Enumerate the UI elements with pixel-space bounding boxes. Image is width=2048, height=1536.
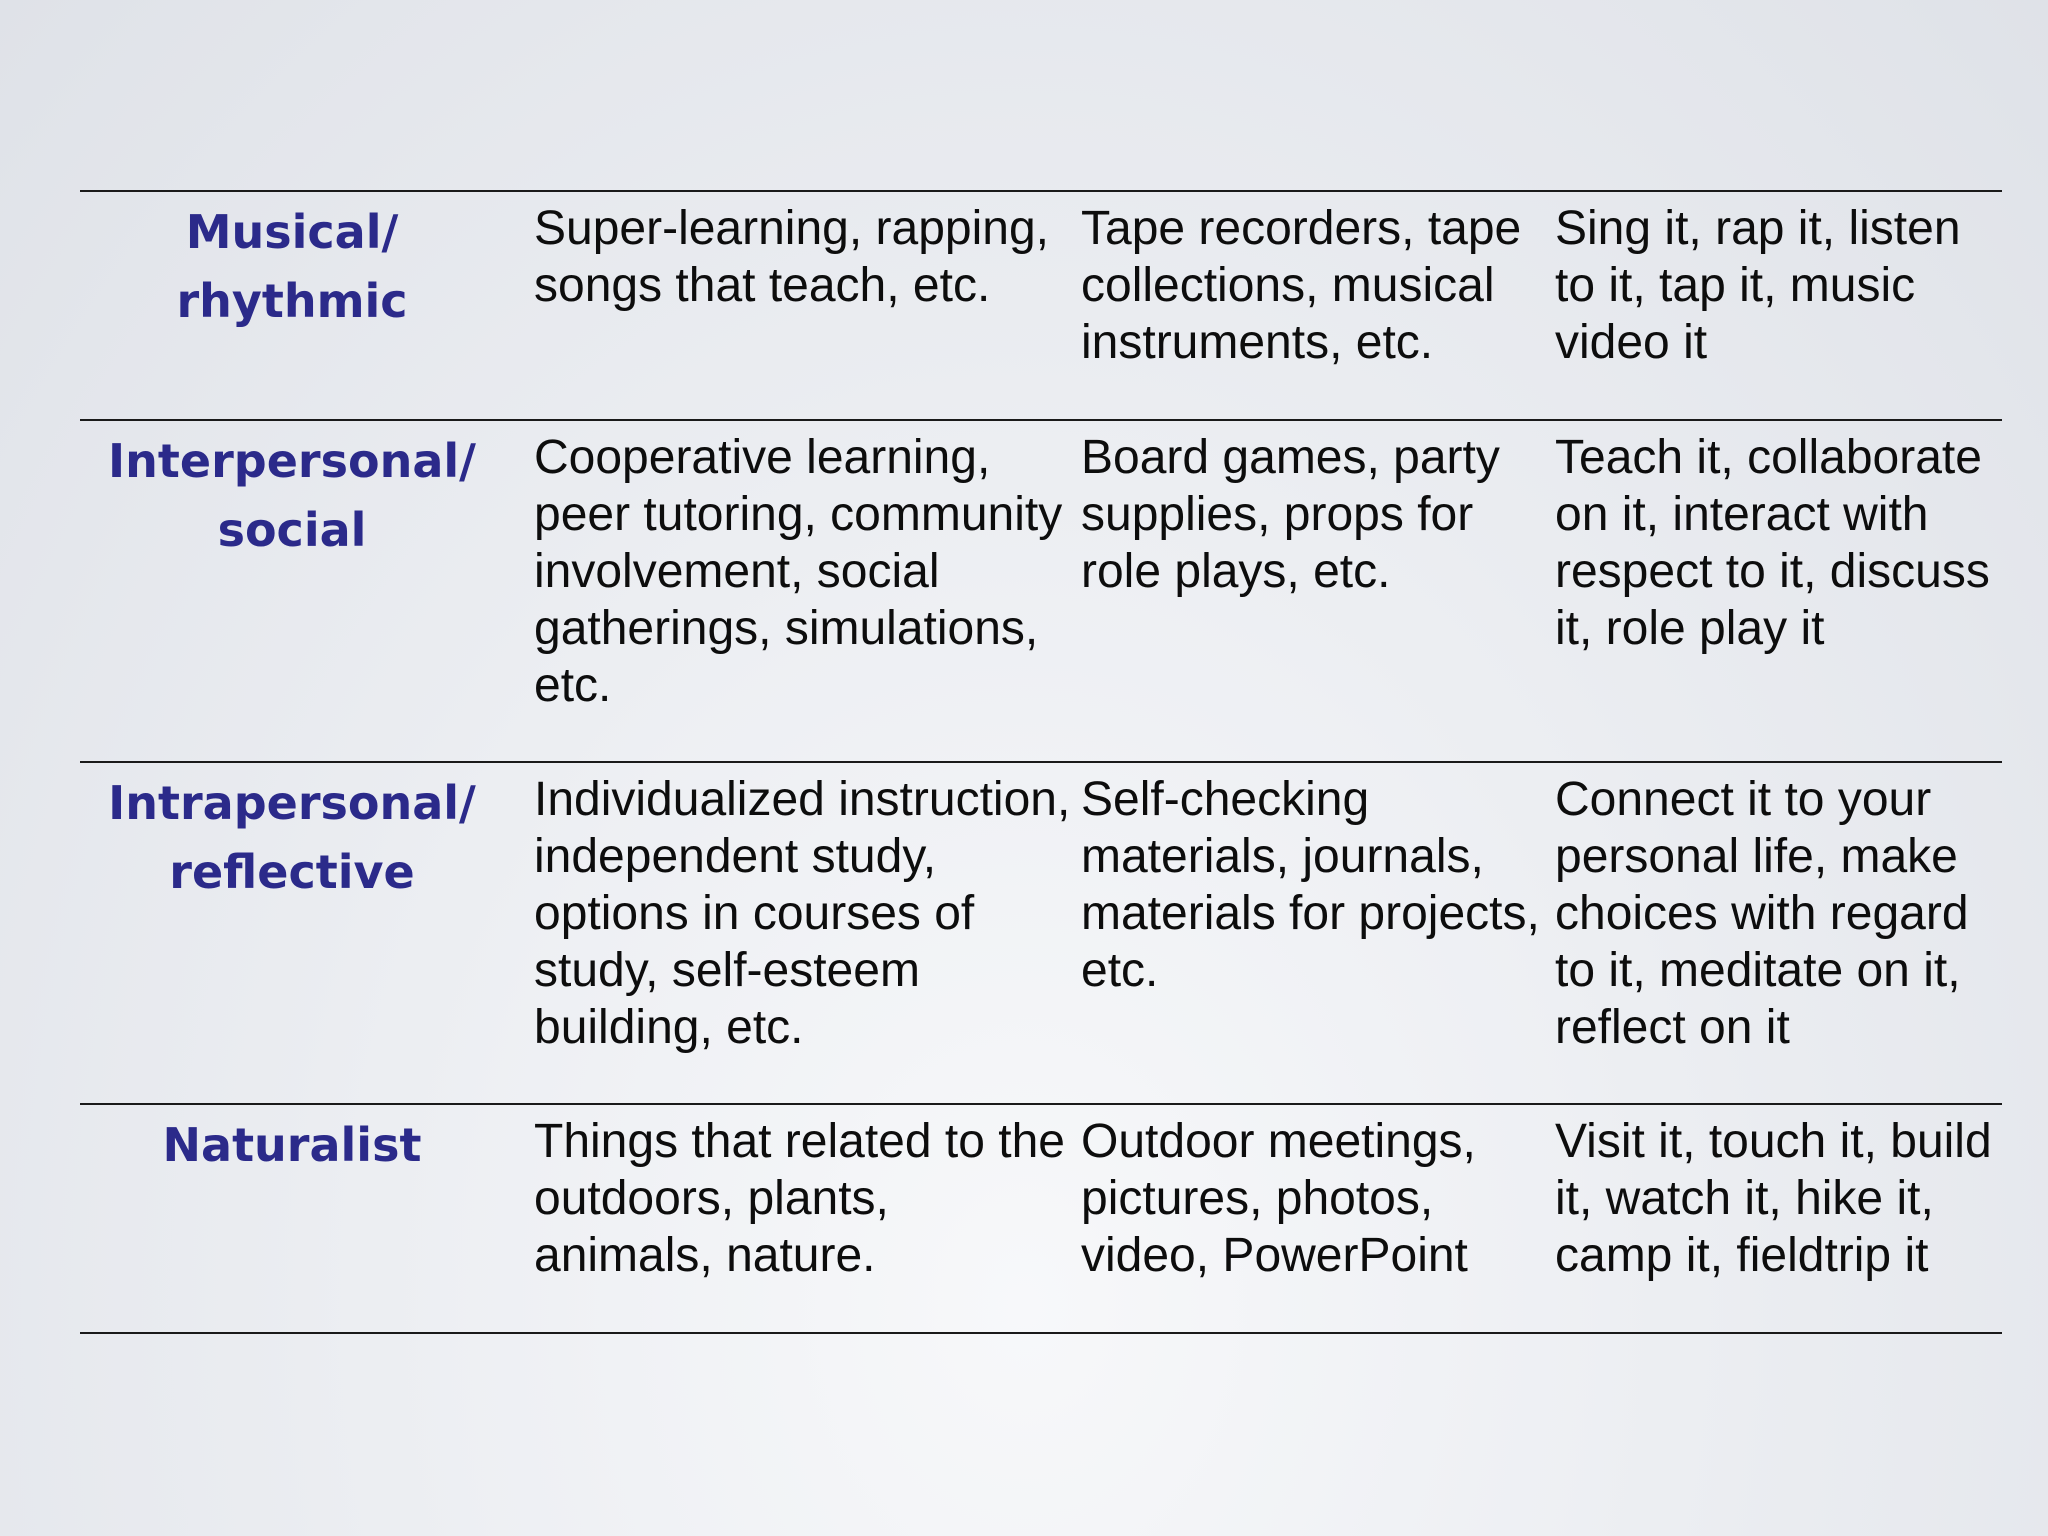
intelligences-table-grid	[80, 190, 2002, 1334]
activities-cell: Cooperative learning, peer tutoring, community involvement, social gatherings, simulations, etc.	[534, 431, 1063, 712]
activities-cell: Things that related to the outdoors, plants, animals, nature.	[534, 1115, 1065, 1282]
intelligences-table	[80, 190, 2002, 1334]
strategies-cell: Connect it to your personal life, make choices with regard to it, meditate on it, reflect on it	[1555, 773, 1969, 1054]
strategies-cell: Visit it, touch it, build it, watch it, hike it, camp it, fieldtrip it	[1555, 1115, 1992, 1282]
intelligence-label: Musical/ rhythmic	[176, 205, 408, 328]
materials-cell: Tape recorders, tape collections, musical instruments, etc.	[1081, 202, 1522, 369]
intelligence-label: Interpersonal/ social	[108, 434, 476, 557]
table-row	[80, 191, 2002, 420]
table-row	[80, 1104, 2002, 1333]
intelligence-label: Naturalist	[162, 1118, 422, 1172]
materials-cell: Self-checking materials, journals, materials for projects, etc.	[1081, 773, 1540, 997]
materials-cell: Board games, party supplies, props for role plays, etc.	[1081, 431, 1500, 598]
strategies-cell: Sing it, rap it, listen to it, tap it, music video it	[1555, 202, 1961, 369]
strategies-cell: Teach it, collaborate on it, interact with respect to it, discuss it, role play it	[1555, 431, 1990, 655]
activities-cell: Super-learning, rapping, songs that teach, etc.	[534, 202, 1049, 312]
intelligence-label: Intrapersonal/ reflective	[108, 776, 476, 899]
activities-cell: Individualized instruction, independent study, options in courses of study, self-esteem building, etc.	[534, 773, 1071, 1054]
table-row	[80, 762, 2002, 1104]
materials-cell: Outdoor meetings, pictures, photos, video, PowerPoint	[1081, 1115, 1476, 1282]
table-row	[80, 420, 2002, 762]
